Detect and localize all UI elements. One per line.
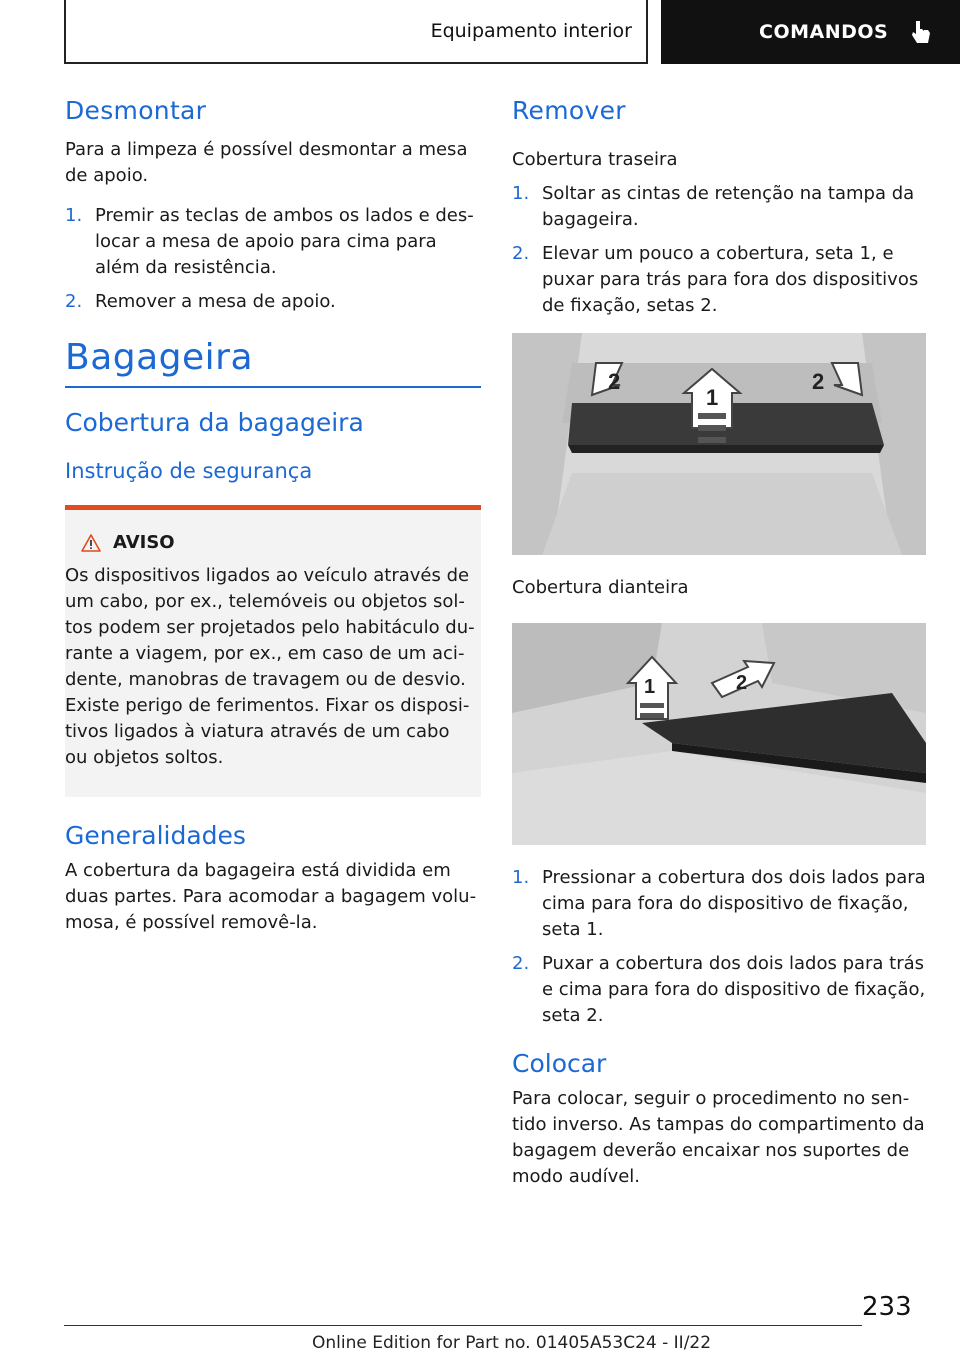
list-item	[512, 865, 926, 943]
colocar-text: Para colocar, seguir o procedimento no sentido inverso. As tampas do compartimento da bagagem deverão encaixar nos suportes de modo audível.	[512, 1088, 925, 1187]
warning-label: AVISO	[113, 532, 175, 553]
figure-label: 2	[608, 369, 621, 394]
subheading-dianteira: Cobertura dianteira	[512, 577, 689, 598]
step-text: Elevar um pouco a cobertura, seta 1, e puxar para trás para fora dos dispositivos de fixação, setas 2.	[542, 243, 919, 316]
front-cover-illustration	[512, 623, 926, 845]
warning-header	[65, 532, 475, 553]
step-number: 2.	[512, 953, 530, 974]
step-number: 1.	[512, 183, 530, 204]
step-number: 2.	[512, 243, 530, 264]
chapter-title: COMANDOS	[759, 21, 889, 43]
warning-triangle-icon	[81, 534, 101, 552]
generalidades-text: A cobertura da bagageira está dividida em duas partes. Para acomodar a bagagem volumosa, é possível removê-la.	[65, 860, 477, 933]
step-text: Soltar as cintas de retenção na tampa da bagageira.	[542, 183, 915, 230]
list-item	[65, 203, 481, 281]
list-item	[512, 241, 926, 319]
section-header	[64, 0, 648, 64]
step-text: Puxar a cobertura dos dois lados para trás e cima para fora do dispositivo de fixação, seta 2.	[542, 953, 926, 1026]
rear-cover-illustration	[512, 333, 926, 555]
list-item	[512, 181, 926, 233]
figure-label: 2	[812, 369, 825, 394]
step-number: 1.	[65, 205, 83, 226]
heading-generalidades: Generalidades	[65, 821, 246, 850]
bagageira-heading-block	[65, 337, 481, 388]
chapter-header	[661, 0, 960, 64]
list-item	[512, 951, 926, 1029]
left-column	[65, 96, 481, 936]
section-title: Equipamento interior	[430, 20, 632, 42]
heading-cobertura: Cobertura da bagageira	[65, 408, 364, 437]
desmontar-steps	[65, 203, 481, 315]
pointing-hand-icon	[910, 19, 932, 45]
desmontar-intro: Para a limpeza é possível desmontar a mesa de apoio.	[65, 139, 468, 186]
warning-box	[65, 505, 481, 797]
dianteira-steps	[512, 865, 926, 1029]
heading-seguranca: Instrução de segurança	[65, 459, 313, 483]
right-column	[512, 96, 926, 1190]
step-number: 1.	[512, 867, 530, 888]
list-item	[65, 289, 481, 315]
warning-text: Os dispositivos ligados ao veículo através de um cabo, por ex., telemóveis ou objetos soltos podem ser projetados pelo habitáculo durante a viagem, por ex., em caso de um acidente, manobras de travagem ou de desvio. Existe perigo de ferimentos. Fixar os dispositivos ligados à viatura através de um cabo ou objetos soltos.	[65, 565, 475, 768]
step-text: Premir as teclas de ambos os lados e deslocar a mesa de apoio para cima para além da resistência.	[95, 205, 474, 278]
step-text: Pressionar a cobertura dos dois lados para cima para fora do dispositivo de fixação, seta 1.	[542, 867, 926, 940]
figure-label: 1	[706, 385, 719, 410]
step-text: Remover a mesa de apoio.	[95, 291, 336, 312]
heading-bagageira: Bagageira	[65, 337, 254, 378]
page-number: 233	[862, 1292, 912, 1322]
figure-label: 1	[644, 676, 656, 698]
step-number: 2.	[65, 291, 83, 312]
traseira-steps	[512, 181, 926, 319]
heading-desmontar: Desmontar	[65, 96, 207, 125]
heading-remover: Remover	[512, 96, 626, 125]
footer-divider	[64, 1325, 862, 1326]
subheading-traseira: Cobertura traseira	[512, 149, 678, 170]
heading-colocar: Colocar	[512, 1049, 607, 1078]
edition-footer: Online Edition for Part no. 01405A53C24 - II/22	[312, 1333, 712, 1353]
figure-label: 2	[736, 672, 748, 694]
